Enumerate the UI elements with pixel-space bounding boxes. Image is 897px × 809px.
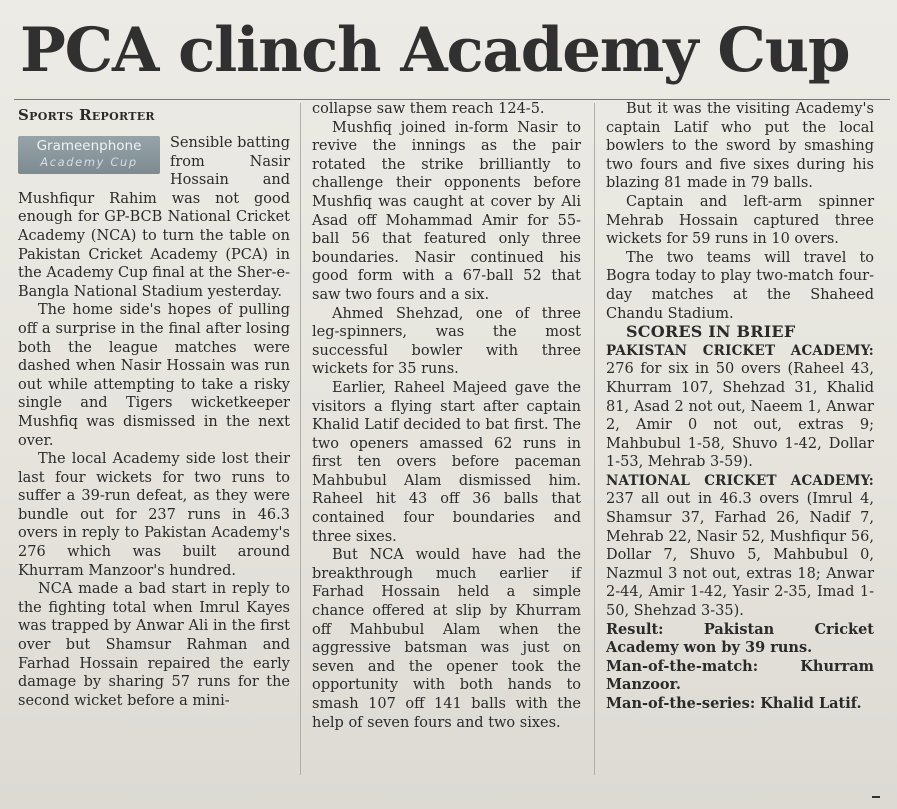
nca-score-text: 237 all out in 46.3 overs (Imrul 4, Shamsur 37, Farhad 26, Nadif 7, Mehrab 22, Nasir 52, Mushfiqur 56, Dollar 7, Shuvo 5, Mahbubul 0, Nazmul 3 not out, extras 18; Anwar 2-44, Amir 1-42, Yasir 2-35, Imad 1-50, Shehzad 3-35). xyxy=(606,491,874,620)
academy-cup-logo xyxy=(18,136,160,174)
man-of-the-series: Man-of-the-series: Khalid Latif. xyxy=(606,695,862,712)
paragraph: Captain and left-arm spinner Mehrab Hossain captured three wickets for 59 runs in 10 overs. xyxy=(606,193,874,248)
pca-scorecard xyxy=(606,342,874,472)
article-column-1 xyxy=(18,104,290,710)
paragraph: The local Academy side lost their last four wickets for two runs to suffer a 39-run defeat, as they were bundle out for 237 runs in 46.3 overs in reply to Pakistan Academy's 276 which was built around Khurram Manzoor's hundred. xyxy=(18,451,290,579)
logo-line-2: Academy Cup xyxy=(40,155,138,169)
article-column-3 xyxy=(606,100,874,714)
scores-heading: SCORES IN BRIEF xyxy=(626,322,796,342)
byline: Sports Reporter xyxy=(18,106,155,124)
logo-line-1: Grameenphone xyxy=(36,138,142,154)
end-mark xyxy=(872,796,880,798)
article-column-2 xyxy=(312,100,581,732)
paragraph: Sensible batting from Nasir Hossain and Mushfiqur Rahim was not good enough for GP-BCB National Cricket Academy (NCA) to turn the table on Pakistan Cricket Academy (PCA) in the Academy Cup final at the Sher-e-Bangla National Stadium yesterday. xyxy=(18,135,290,300)
paragraph: The home side's hopes of pulling off a surprise in the final after losing both the league matches were dashed when Nasir Hossain was run out while attempting to take a risky single and Tigers wicketkeeper Mushfiq was dismissed in the next over. xyxy=(18,302,290,449)
man-of-the-match: Man-of-the-match: Khurram Manzoor. xyxy=(606,657,874,694)
paragraph: NCA made a bad start in reply to the fighting total when Imrul Kayes was trapped by Anwar Ali in the first over but Shamsur Rahman and Farhad Hossain repaired the early damage by sharing 57 runs for the second wicket before a mini- xyxy=(18,581,290,709)
paragraph: collapse saw them reach 124-5. xyxy=(312,101,545,117)
column-divider xyxy=(300,103,301,775)
paragraph: Mushfiq joined in-form Nasir to revive the innings as the pair rotated the strike brilliantly to challenge their opponents before Mushfiq was caught at cover by Ali Asad off Mohammad Amir for 55-ball 56 that featured only three boundaries. Nasir continued his good form with a 67-ball 52 that saw two fours and a six. xyxy=(312,119,581,303)
paragraph: Earlier, Raheel Majeed gave the visitors a flying start after captain Khalid Latif decided to bat first. The two openers amassed 62 runs in first ten overs before paceman Mahbubul Alam dismissed him. Raheel hit 43 off 36 balls that contained four boundaries and three sixes. xyxy=(312,379,581,545)
pca-heading: PAKISTAN CRICKET ACADEMY: xyxy=(606,342,874,359)
paragraph: But NCA would have had the breakthrough much earlier if Farhad Hossain held a simple chance offered at slip by Khurram off Mahbubul Alam when the aggressive batsman was just on seven and the opener took the opportunity with both hands to smash 107 off 141 balls with the help of seven fours and two sixes. xyxy=(312,547,581,731)
paragraph: Ahmed Shehzad, one of three leg-spinners, was the most successful bowler with three wickets for 35 runs. xyxy=(312,305,581,378)
paragraph: But it was the visiting Academy's captain Latif who put the local bowlers to the sword by smashing two fours and five sixes during his blazing 81 made in 79 balls. xyxy=(606,101,874,192)
nca-heading: NATIONAL CRICKET ACADEMY: xyxy=(606,472,874,489)
column-divider xyxy=(594,103,595,775)
headline: PCA clinch Academy Cup xyxy=(20,15,850,86)
pca-score-text: 276 for six in 50 overs (Raheel 43, Khurram 107, Shehzad 31, Khalid 81, Asad 2 not out, Naeem 1, Anwar 2, Amir 0 not out, extras 9; Mahbubul 1-58, Shuvo 1-42, Dollar 1-53, Mehrab 3-59). xyxy=(606,361,874,471)
match-result: Result: Pakistan Cricket Academy won by 39 runs. xyxy=(606,620,874,657)
paragraph: The two teams will travel to Bogra today to play two-match four-day matches at the Shaheed Chandu Stadium. xyxy=(606,249,874,322)
nca-scorecard xyxy=(606,472,874,621)
